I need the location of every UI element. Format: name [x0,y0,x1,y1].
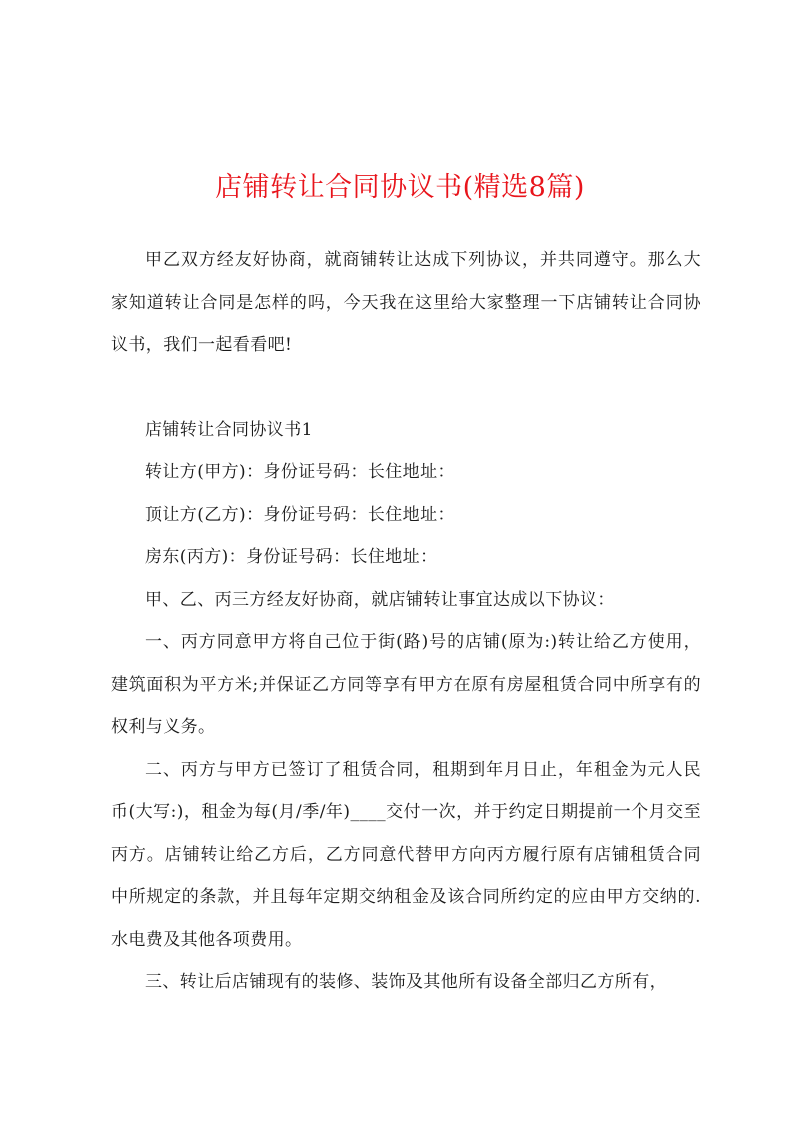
agreement-preamble: 甲、乙、丙三方经友好协商，就店铺转让事宜达成以下协议： [145,589,615,610]
clause-one: 一、丙方同意甲方将自己位于街(路)号的店铺(原为:)转让给乙方使用，建筑面积为平方米;并保证乙方同等享有甲方在原有房屋租赁合同中所享有的权利与义务。 [111,632,701,737]
section-heading: 店铺转让合同协议书1 [145,419,313,440]
document-body [111,239,701,1004]
document-title: 店铺转让合同协议书(精选8篇) [215,172,585,203]
intro-paragraph: 甲乙双方经友好协商，就商铺转让达成下列协议，并共同遵守。那么大家知道转让合同是怎样的吗，今天我在这里给大家整理一下店铺转让合同协议书，我们一起看看吧! [111,250,701,355]
party-transferor-line: 转让方(甲方)：身份证号码：长住地址： [145,462,455,482]
clause-two: 二、丙方与甲方已签订了租赁合同，租期到年月日止，年租金为元人民币(大写:)，租金为每(月/季/年)____交付一次，并于约定日期提前一个月交至丙方。店铺转让给乙方后，乙方同意代替甲方向丙方履行原有店铺租赁合同中所规定的条款，并且每年定期交纳租金及该合同所约定的应由甲方交纳的.水电费及其他各项费用。 [111,759,701,950]
party-landlord-line: 房东(丙方)：身份证号码：长住地址： [145,547,438,567]
clause-three: 三、转让后店铺现有的装修、装饰及其他所有设备全部归乙方所有， [145,972,667,992]
party-transferee-line: 顶让方(乙方)：身份证号码：长住地址： [145,504,455,525]
